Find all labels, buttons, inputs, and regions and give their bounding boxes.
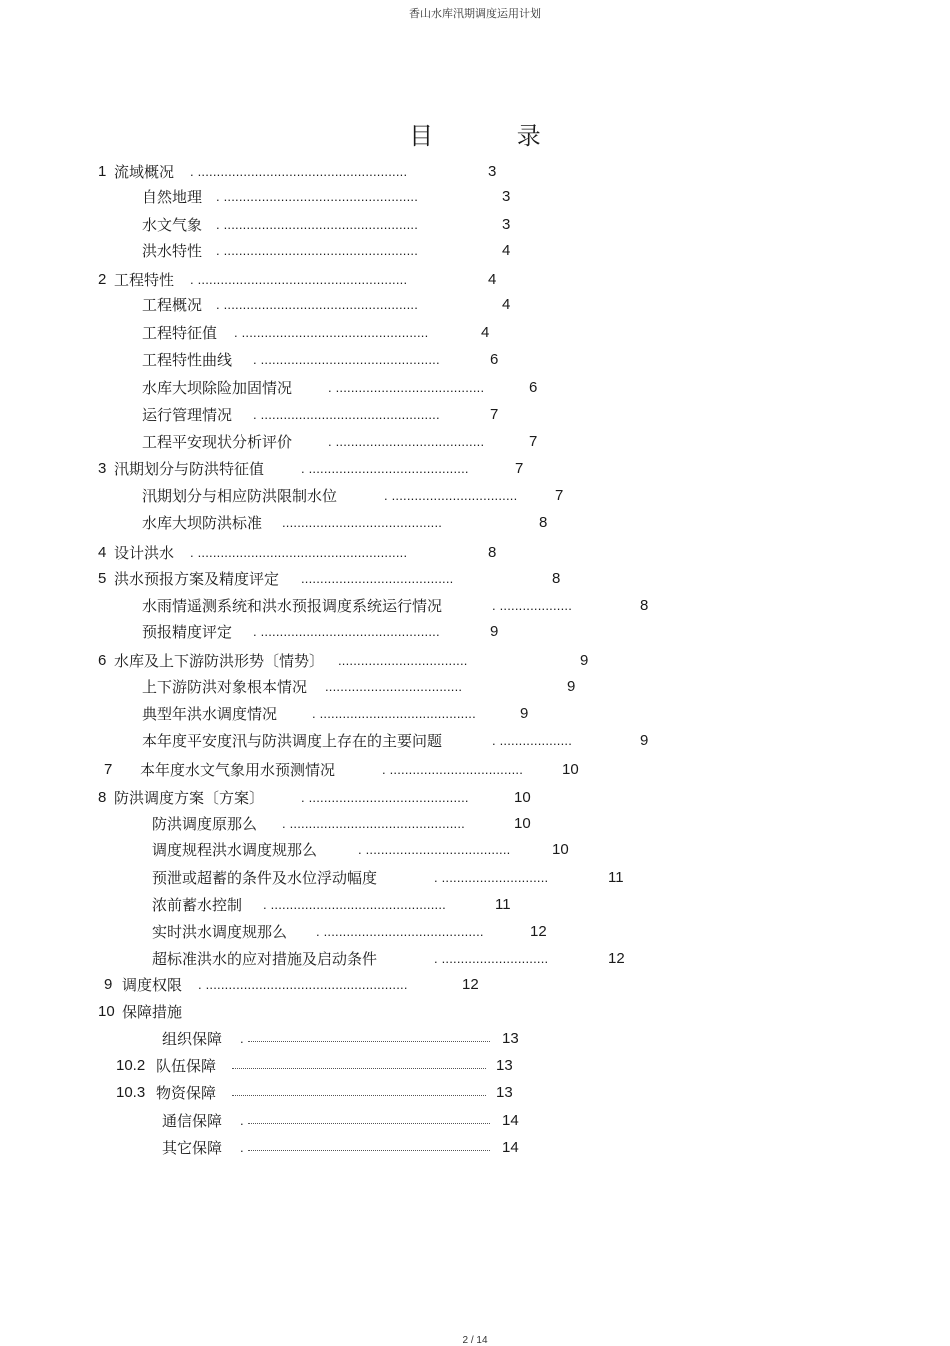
- toc-entry-dots: .: [240, 1031, 244, 1046]
- toc-entry-page: 3: [502, 188, 511, 205]
- toc-entry-label: 洪水预报方案及精度评定: [114, 570, 280, 588]
- toc-entry-dots: . .......................................................: [190, 164, 408, 179]
- toc-entry-number: 9: [104, 976, 113, 993]
- toc-entry-page: 9: [567, 678, 576, 695]
- toc-entry-number: 4: [98, 544, 107, 561]
- toc-entry-page: 7: [490, 406, 499, 423]
- dot-leader: [232, 1095, 486, 1096]
- toc-entry-number: 7: [104, 761, 113, 778]
- toc-entry-dots: . ...............................................: [253, 624, 440, 639]
- dot-leader: [232, 1068, 486, 1069]
- toc-entry-dots: . ...................................................: [216, 297, 419, 312]
- toc-entry-dots: . .....................................................: [198, 977, 408, 992]
- toc-entry-label: 洪水特性: [142, 242, 203, 260]
- toc-entry-label: 工程平安现状分析评价: [142, 433, 293, 451]
- toc-entry-dots: ..................................: [338, 653, 468, 668]
- toc-entry-dots: . .................................................: [234, 325, 429, 340]
- toc-entry-label: 本年度水文气象用水预测情况: [140, 761, 336, 779]
- toc-entry-page: 4: [481, 324, 490, 341]
- toc-entry-dots: . ..............................................: [282, 816, 465, 831]
- toc-entry[interactable]: [162, 1137, 532, 1159]
- toc-entry-page: 7: [555, 487, 564, 504]
- toc-entry-dots: . .........................................: [312, 706, 476, 721]
- toc-entry-number: 2: [98, 271, 107, 288]
- toc-entry-label: 调度规程洪水调度规那么: [152, 841, 318, 859]
- toc-entry-dots: ..........................................: [282, 515, 443, 530]
- toc-entry-page: 7: [529, 433, 538, 450]
- toc-title: 目 录: [409, 122, 579, 150]
- toc-entry-number: 1: [98, 163, 107, 180]
- toc-entry-label: 水文气象: [142, 216, 203, 234]
- toc-entry-page: 12: [530, 923, 547, 940]
- toc-entry-page: 4: [502, 242, 511, 259]
- toc-entry-label: 队伍保障: [156, 1057, 217, 1075]
- toc-entry[interactable]: [162, 1028, 532, 1050]
- toc-entry-page: 7: [515, 460, 524, 477]
- toc-entry-label: 组织保障: [162, 1030, 223, 1048]
- toc-entry-page: 10: [562, 761, 579, 778]
- toc-entry-page: 10: [514, 815, 531, 832]
- toc-entry-label: 工程概况: [142, 296, 203, 314]
- toc-entry-label: 流域概况: [114, 163, 175, 181]
- toc-entry-dots: . ..........................................: [301, 461, 469, 476]
- toc-entry-label: 实时洪水调度规那么: [152, 923, 288, 941]
- dot-leader: [248, 1123, 490, 1124]
- toc-entry-page: 12: [462, 976, 479, 993]
- toc-entry-page: 9: [520, 705, 529, 722]
- toc-entry-label: 超标准洪水的应对措施及启动条件: [152, 950, 378, 968]
- toc-entry-label: 水库大坝除险加固情况: [142, 379, 293, 397]
- toc-entry-label: 其它保障: [162, 1139, 223, 1157]
- toc-entry-dots: . .......................................: [328, 434, 485, 449]
- toc-entry-label: 通信保障: [162, 1112, 223, 1130]
- toc-entry-label: 预泄或超蓄的条件及水位浮动幅度: [152, 869, 378, 887]
- toc-entry-label: 典型年洪水调度情况: [142, 705, 278, 723]
- toc-entry-label: 汛期划分与防洪特征值: [114, 460, 265, 478]
- toc-entry-dots: . .......................................................: [190, 545, 408, 560]
- toc-entry-label: 上下游防洪对象根本情况: [142, 678, 308, 696]
- toc-entry-label: 汛期划分与相应防洪限制水位: [142, 487, 338, 505]
- toc-entry-label: 浓前蓄水控制: [152, 896, 243, 914]
- toc-entry-page: 9: [490, 623, 499, 640]
- toc-entry-dots: . ..........................................: [301, 790, 469, 805]
- toc-entry-label: 运行管理情况: [142, 406, 233, 424]
- toc-entry-dots: . ...................: [492, 598, 573, 613]
- toc-entry-dots: . ...............................................: [253, 407, 440, 422]
- toc-entry-page: 14: [502, 1112, 519, 1129]
- toc-entry-number: 6: [98, 652, 107, 669]
- toc-entry-dots: .: [240, 1140, 244, 1155]
- toc-entry-dots: . .......................................................: [190, 272, 408, 287]
- toc-entry-dots: .: [240, 1113, 244, 1128]
- toc-entry-dots: . ...................: [492, 733, 573, 748]
- toc-entry-dots: . .......................................: [328, 380, 485, 395]
- toc-entry-dots: . ...................................: [382, 762, 524, 777]
- toc-entry[interactable]: [162, 1110, 532, 1132]
- toc-entry-label: 防洪调度方案〔方案〕: [114, 789, 265, 807]
- toc-entry-label: 工程特性: [114, 271, 175, 289]
- toc-entry-page: 10: [514, 789, 531, 806]
- toc-entry-page: 9: [580, 652, 589, 669]
- toc-entry-page: 8: [488, 544, 497, 561]
- toc-entry-dots: . ..........................................: [316, 924, 484, 939]
- toc-entry-dots: . ............................: [434, 951, 549, 966]
- toc-entry-label: 本年度平安度汛与防洪调度上存在的主要问题: [142, 732, 443, 750]
- toc-entry-dots: ........................................: [301, 571, 454, 586]
- toc-entry-number: 10.2: [116, 1057, 146, 1074]
- toc-entry-page: 4: [488, 271, 497, 288]
- toc-entry-page: 6: [529, 379, 538, 396]
- toc-entry-dots: . ......................................: [358, 842, 511, 857]
- toc-entry-dots: . ...................................................: [216, 217, 419, 232]
- toc-entry-page: 8: [552, 570, 561, 587]
- dot-leader: [248, 1150, 490, 1151]
- toc-entry-number: 8: [98, 789, 107, 806]
- toc-entry-page: 11: [608, 869, 624, 886]
- page-indicator: 2 / 14: [462, 1335, 488, 1346]
- toc-entry-page: 14: [502, 1139, 519, 1156]
- toc-entry-label: 防洪调度原那么: [152, 815, 258, 833]
- toc-entry-page: 8: [539, 514, 548, 531]
- toc-entry-page: 6: [490, 351, 499, 368]
- toc-entry-label: 预报精度评定: [142, 623, 233, 641]
- toc-entry-page: 8: [640, 597, 649, 614]
- page-header: 香山水库汛期调度运用计划: [409, 7, 541, 20]
- toc-entry-label: 物资保障: [156, 1084, 217, 1102]
- dot-leader: [248, 1041, 490, 1042]
- toc-entry-page: 13: [496, 1057, 513, 1074]
- toc-entry-page: 11: [495, 896, 511, 913]
- toc-entry-page: 4: [502, 296, 511, 313]
- toc-entry[interactable]: [116, 1055, 536, 1077]
- toc-entry-label: 调度权限: [122, 976, 183, 994]
- toc-entry-page: 10: [552, 841, 569, 858]
- toc-entry-dots: . ...............................................: [253, 352, 440, 367]
- toc-entry-label: 水库大坝防洪标准: [142, 514, 263, 532]
- toc-entry-label: 工程特性曲线: [142, 351, 233, 369]
- toc-entry-label: 设计洪水: [114, 544, 175, 562]
- toc-entry-page: 12: [608, 950, 625, 967]
- toc-entry-dots: . ............................: [434, 870, 549, 885]
- toc-entry-dots: . ...................................................: [216, 189, 419, 204]
- toc-entry-label: 工程特征值: [142, 324, 218, 342]
- toc-entry-number: 5: [98, 570, 107, 587]
- toc-entry-dots: . ...................................................: [216, 243, 419, 258]
- toc-entry-number: 3: [98, 460, 107, 477]
- toc-entry-page: 9: [640, 732, 649, 749]
- toc-entry-page: 3: [488, 163, 497, 180]
- toc-entry-dots: ....................................: [325, 679, 463, 694]
- toc-entry-page: 13: [502, 1030, 519, 1047]
- toc-entry-label: 自然地理: [142, 188, 203, 206]
- toc-entry-number: 10: [98, 1003, 115, 1020]
- toc-entry-page: 3: [502, 216, 511, 233]
- toc-entry-label: 保障措施: [122, 1003, 183, 1021]
- toc-entry-number: 10.3: [116, 1084, 146, 1101]
- toc-entry-label: 水库及上下游防洪形势〔情势〕: [114, 652, 325, 670]
- toc-entry[interactable]: [116, 1082, 536, 1104]
- toc-entry-dots: . ..............................................: [263, 897, 446, 912]
- toc-entry-page: 13: [496, 1084, 513, 1101]
- toc-entry-label: 水雨情遥测系统和洪水预报调度系统运行情况: [142, 597, 443, 615]
- toc-entry-dots: . .................................: [384, 488, 518, 503]
